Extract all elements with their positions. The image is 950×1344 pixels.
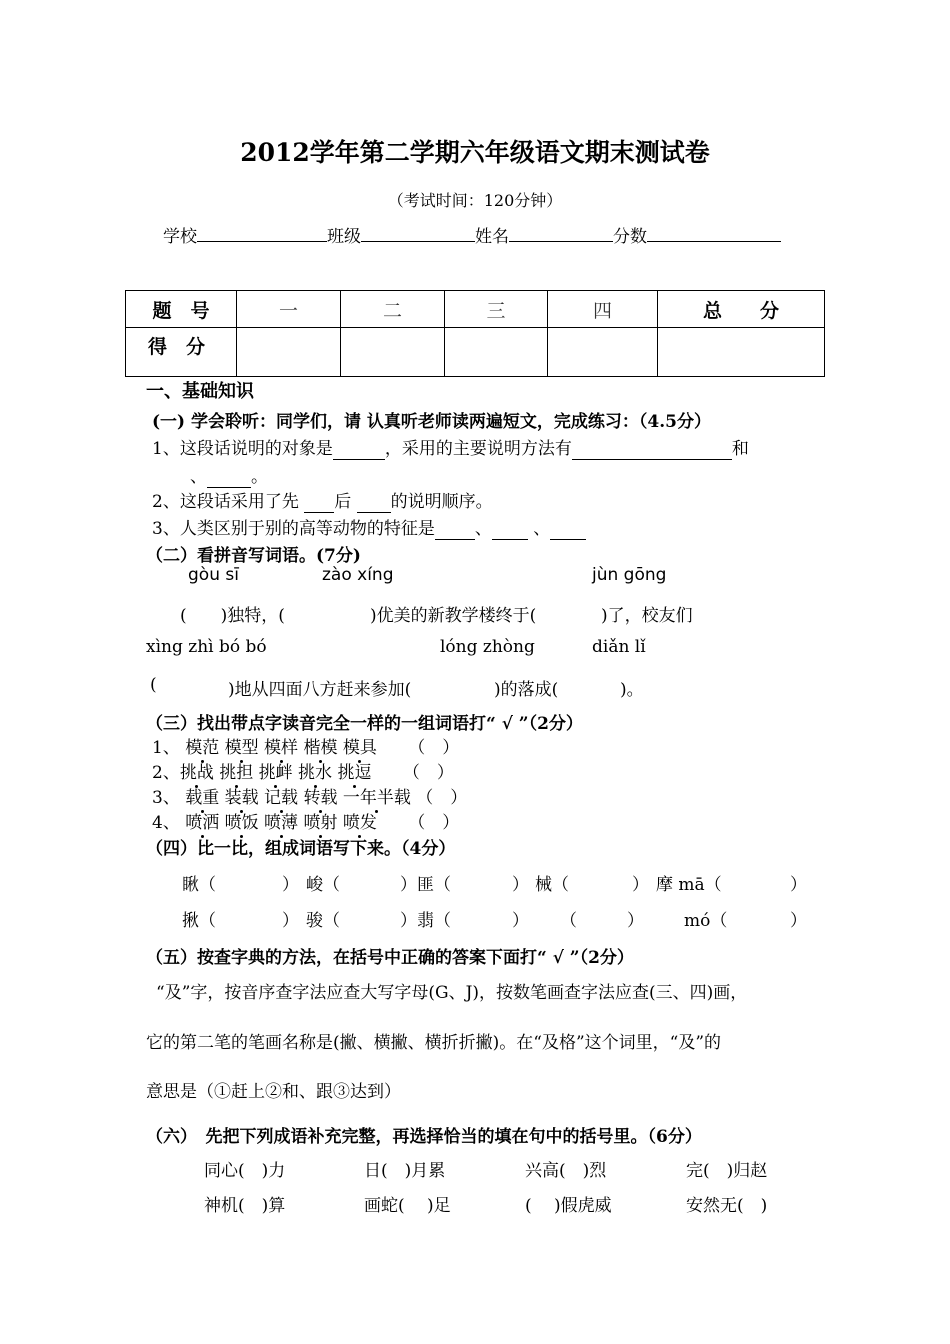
row-number: 1、 (152, 738, 180, 758)
word: 喷发 (343, 808, 377, 833)
header-cell: 题 号 (126, 291, 237, 328)
word: 喷洒 (185, 808, 219, 833)
score-row-label: 得 分 (126, 328, 237, 377)
pinyin: lóng zhòng (440, 637, 535, 657)
question-text: 2、这段话采用了先 (152, 492, 305, 512)
compare-cell: （ (560, 911, 577, 931)
question-text: 、 (474, 519, 492, 539)
answer-blank[interactable] (357, 492, 391, 513)
question-text: 、 (527, 519, 551, 539)
student-info-line (163, 222, 781, 247)
word: 记载 (264, 783, 298, 808)
word: 模样 (264, 733, 298, 758)
compare-cell: ） (627, 911, 644, 931)
fill-text: ( (150, 675, 157, 695)
row-number: 2、 (152, 763, 180, 783)
class-field[interactable] (361, 225, 475, 242)
answer-blank[interactable] (207, 467, 251, 488)
question-text: 3、人类区别于别的高等动物的特征是 (152, 519, 435, 539)
answer-blank[interactable] (435, 519, 475, 540)
compare-cell: 械（ (535, 875, 569, 895)
question-3 (152, 514, 586, 540)
fill-text: )地从四面八方赶来参加( (228, 680, 412, 700)
question-text: ，采用的主要说明方法有 (384, 439, 572, 459)
word: 转载 (303, 783, 337, 808)
part-heading: (一) 学会聆听：同学们，请 认真听老师读两遍短文，完成练习：（4.5分） (152, 412, 711, 432)
compare-cell: ）匪（ (400, 875, 451, 895)
score-cell[interactable] (548, 328, 658, 377)
word: 挑衅 (259, 758, 293, 783)
fill-text: )。 (620, 680, 644, 700)
idiom: 画蛇( )足 (364, 1196, 451, 1216)
compare-cell: mó（ (684, 911, 728, 931)
word: 喷饭 (225, 808, 259, 833)
word: 一年半载 (343, 783, 411, 808)
fill-text: ( )独特，( (180, 606, 285, 626)
answer-paren[interactable]: （ ） (402, 763, 454, 783)
score-label: 分数 (613, 227, 647, 247)
fill-text: )的落成( (494, 680, 559, 700)
word: 装载 (225, 783, 259, 808)
question-text: 和 (731, 439, 749, 459)
compare-cell: 骏（ (306, 911, 340, 931)
compare-cell: ） (790, 875, 807, 895)
part-heading: （三）找出带点字读音完全一样的一组词语打“ √ ”（2分） (146, 714, 583, 734)
choice-row (152, 758, 454, 783)
compare-cell: 瞅（ (182, 875, 216, 895)
answer-blank[interactable] (550, 519, 586, 540)
compare-cell: 揪（ (182, 911, 216, 931)
section-title: 一、基础知识 (146, 381, 254, 402)
compare-cell: ） (282, 875, 299, 895)
word: 喷射 (303, 808, 337, 833)
compare-cell: 峻（ (306, 875, 340, 895)
compare-cell: 摩 mā（ (656, 875, 722, 895)
question-text: 1、这段话说明的对象是 (152, 439, 333, 459)
question-2 (152, 487, 493, 513)
fill-text: )了，校友们 (601, 606, 693, 626)
question-1 (152, 434, 749, 460)
word: 挑逗 (337, 758, 371, 783)
part-heading: （六） 先把下列成语补充完整，再选择恰当的填在句中的括号里。（6分） (146, 1127, 702, 1147)
header-cell: 总 分 (658, 291, 825, 328)
compare-cell: ） (790, 911, 807, 931)
part-heading: （五）按查字典的方法，在括号中正确的答案下面打“ √ ”（2分） (146, 948, 634, 968)
page-title: 2012学年第二学期六年级语文期末测试卷 (240, 138, 710, 167)
pinyin: diǎn lǐ (592, 637, 646, 657)
part-heading: （二）看拼音写词语。(7分) (146, 546, 361, 566)
paragraph-line: 意思是（①赶上②和、跟③达到） (146, 1082, 401, 1102)
score-cell[interactable] (445, 328, 548, 377)
idiom: 安然无( ) (686, 1196, 768, 1216)
score-cell[interactable] (237, 328, 341, 377)
choice-row (152, 808, 459, 833)
idiom: 完( )归赵 (686, 1161, 768, 1181)
question-text: 。 (251, 467, 268, 487)
header-cell: 二 (341, 291, 445, 328)
answer-paren[interactable]: （ ） (408, 813, 460, 833)
name-label: 姓名 (475, 227, 509, 247)
row-number: 4、 (152, 813, 180, 833)
choice-row (152, 783, 467, 808)
word: 喷薄 (264, 808, 298, 833)
question-text: 、 (190, 467, 207, 487)
compare-cell: ）翡（ (400, 911, 451, 931)
word: 模型 (225, 733, 259, 758)
header-cell: 四 (548, 291, 658, 328)
paragraph-line: “及”字，按音序查字法应查大写字母(G、J)，按数笔画查字法应查(三、四)画， (156, 983, 748, 1003)
idiom: 神机( )算 (204, 1196, 286, 1216)
class-label: 班级 (327, 227, 361, 247)
answer-blank[interactable] (304, 492, 334, 513)
compare-cell: ） (632, 875, 649, 895)
pinyin: gòu sī (188, 565, 239, 585)
word: 挑担 (219, 758, 253, 783)
school-field[interactable] (197, 225, 327, 242)
score-field[interactable] (647, 225, 781, 242)
school-label: 学校 (163, 227, 197, 247)
word: 载重 (185, 783, 219, 808)
answer-blank[interactable] (572, 439, 732, 460)
score-table (125, 290, 825, 377)
exam-duration: （考试时间：120分钟） (387, 191, 563, 210)
fill-text: )优美的新教学楼终于( (370, 606, 537, 626)
word: 模具 (343, 733, 377, 758)
idiom: 兴高( )烈 (525, 1161, 607, 1181)
word: 楷模 (303, 733, 337, 758)
answer-paren[interactable]: （ ） (408, 738, 460, 758)
word: 模范 (185, 733, 219, 758)
score-cell[interactable] (658, 328, 825, 377)
part-heading: （四）比一比，组成词语写下来。（4分） (146, 839, 456, 859)
compare-cell: ） (282, 911, 299, 931)
header-cell: 三 (445, 291, 548, 328)
idiom: ( )假虎威 (525, 1196, 612, 1216)
name-field[interactable] (509, 225, 613, 242)
compare-cell: ） (512, 875, 529, 895)
question-text: 后 (334, 492, 357, 512)
pinyin: xìng zhì bó bó (146, 637, 267, 657)
question-text: 的说明顺序。 (390, 492, 493, 512)
idiom: 同心( )力 (204, 1161, 286, 1181)
paragraph-line: 它的第二笔的笔画名称是(撇、横撇、横折折撇)。在“及格”这个词里，“及”的 (146, 1033, 722, 1053)
idiom: 日( )月累 (364, 1161, 446, 1181)
header-cell: 一 (237, 291, 341, 328)
choice-row (152, 733, 459, 758)
question-1-continued (190, 462, 268, 488)
row-number: 3、 (152, 788, 180, 808)
answer-blank[interactable] (333, 439, 385, 460)
pinyin: jùn gōng (592, 565, 667, 585)
compare-cell: ） (512, 911, 529, 931)
pinyin: zào xíng (322, 565, 394, 585)
score-cell[interactable] (341, 328, 445, 377)
answer-blank[interactable] (492, 519, 528, 540)
word: 挑水 (298, 758, 332, 783)
answer-paren[interactable]: （ ） (416, 788, 468, 808)
word: 挑战 (180, 758, 214, 783)
